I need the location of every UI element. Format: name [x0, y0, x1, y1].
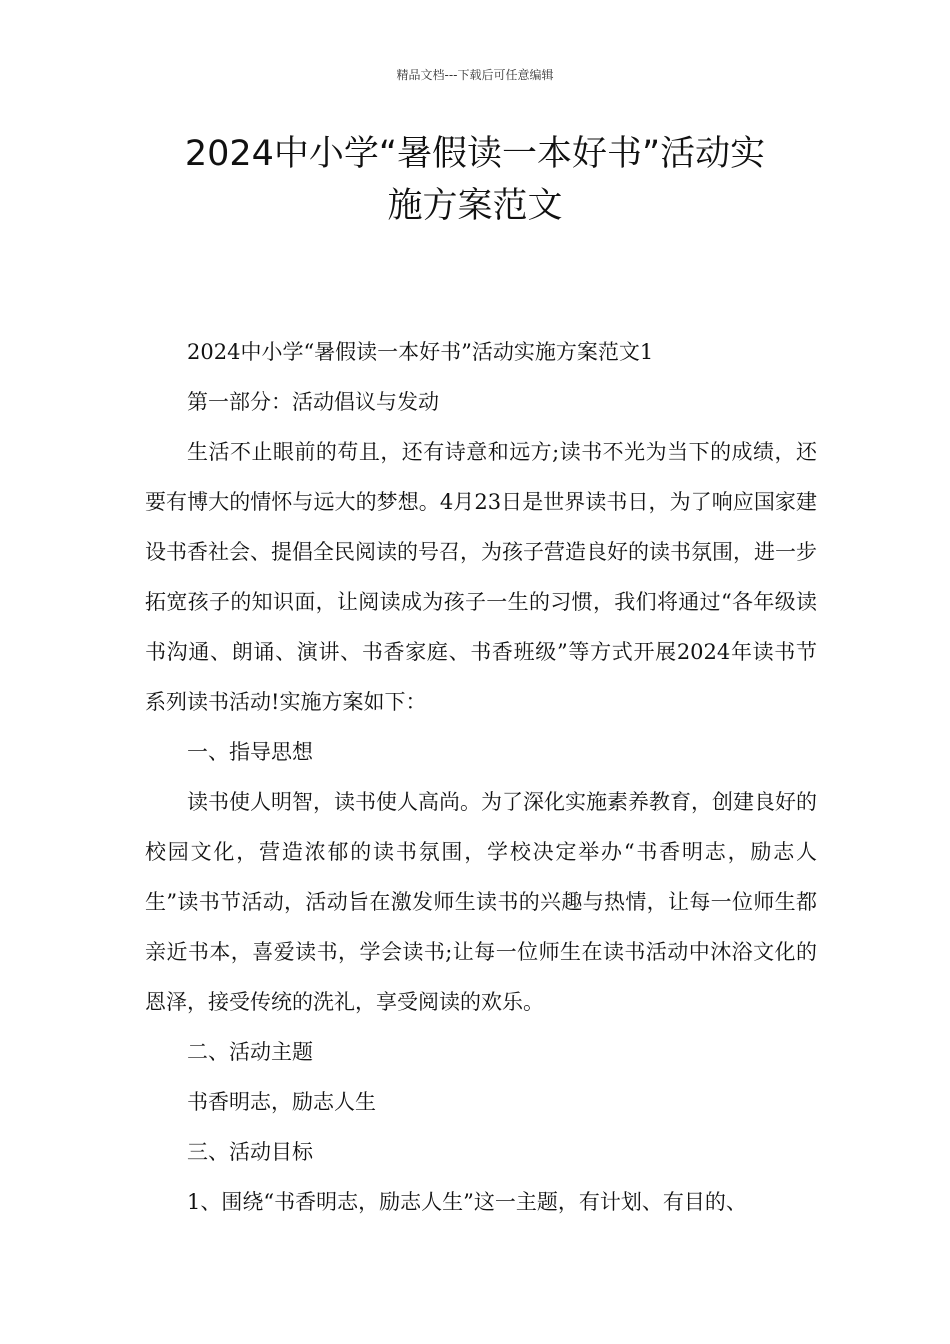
document-title — [120, 128, 830, 232]
header-note: 精品文档---下载后可任意编辑 — [396, 68, 554, 82]
heading-guiding-idea: 一、指导思想 — [187, 740, 313, 764]
title-line-2: 施方案范文 — [387, 186, 563, 226]
intro-paragraph: 生活不止眼前的苟且，还有诗意和远方;读书不光为当下的成绩，还要有博大的情怀与远大的梦想。4月23日是世界读书日，为了响应国家建设书香社会、提倡全民阅读的号召，为孩子营造良好的读书氛围，进一步拓宽孩子的知识面，让阅读成为孩子一生的习惯，我们将通过“各年级读书沟通、朗诵、演讲、书香家庭、书香班级”等方式开展2024年读书节系列读书活动!实施方案如下： — [145, 440, 817, 714]
heading-activity-goals: 三、活动目标 — [187, 1140, 313, 1164]
title-line-1: 2024中小学“暑假读一本好书”活动实 — [184, 134, 766, 174]
activity-theme-text: 书香明志，励志人生 — [187, 1090, 376, 1114]
part-heading: 第一部分：活动倡议与发动 — [187, 390, 439, 414]
section-heading: 2024中小学“暑假读一本好书”活动实施方案范文1 — [187, 340, 654, 364]
document-body — [145, 327, 817, 1227]
guiding-idea-paragraph: 读书使人明智，读书使人高尚。为了深化实施素养教育，创建良好的校园文化，营造浓郁的读书氛围，学校决定举办“书香明志，励志人生”读书节活动，活动旨在激发师生读书的兴趣与热情，让每一位师生都亲近书本，喜爱读书，学会读书;让每一位师生在读书活动中沐浴文化的恩泽，接受传统的洗礼，享受阅读的欢乐。 — [145, 790, 817, 1014]
goal-item-1: 1、围绕“书香明志，励志人生”这一主题，有计划、有目的、 — [187, 1190, 747, 1214]
heading-activity-theme: 二、活动主题 — [187, 1040, 313, 1064]
